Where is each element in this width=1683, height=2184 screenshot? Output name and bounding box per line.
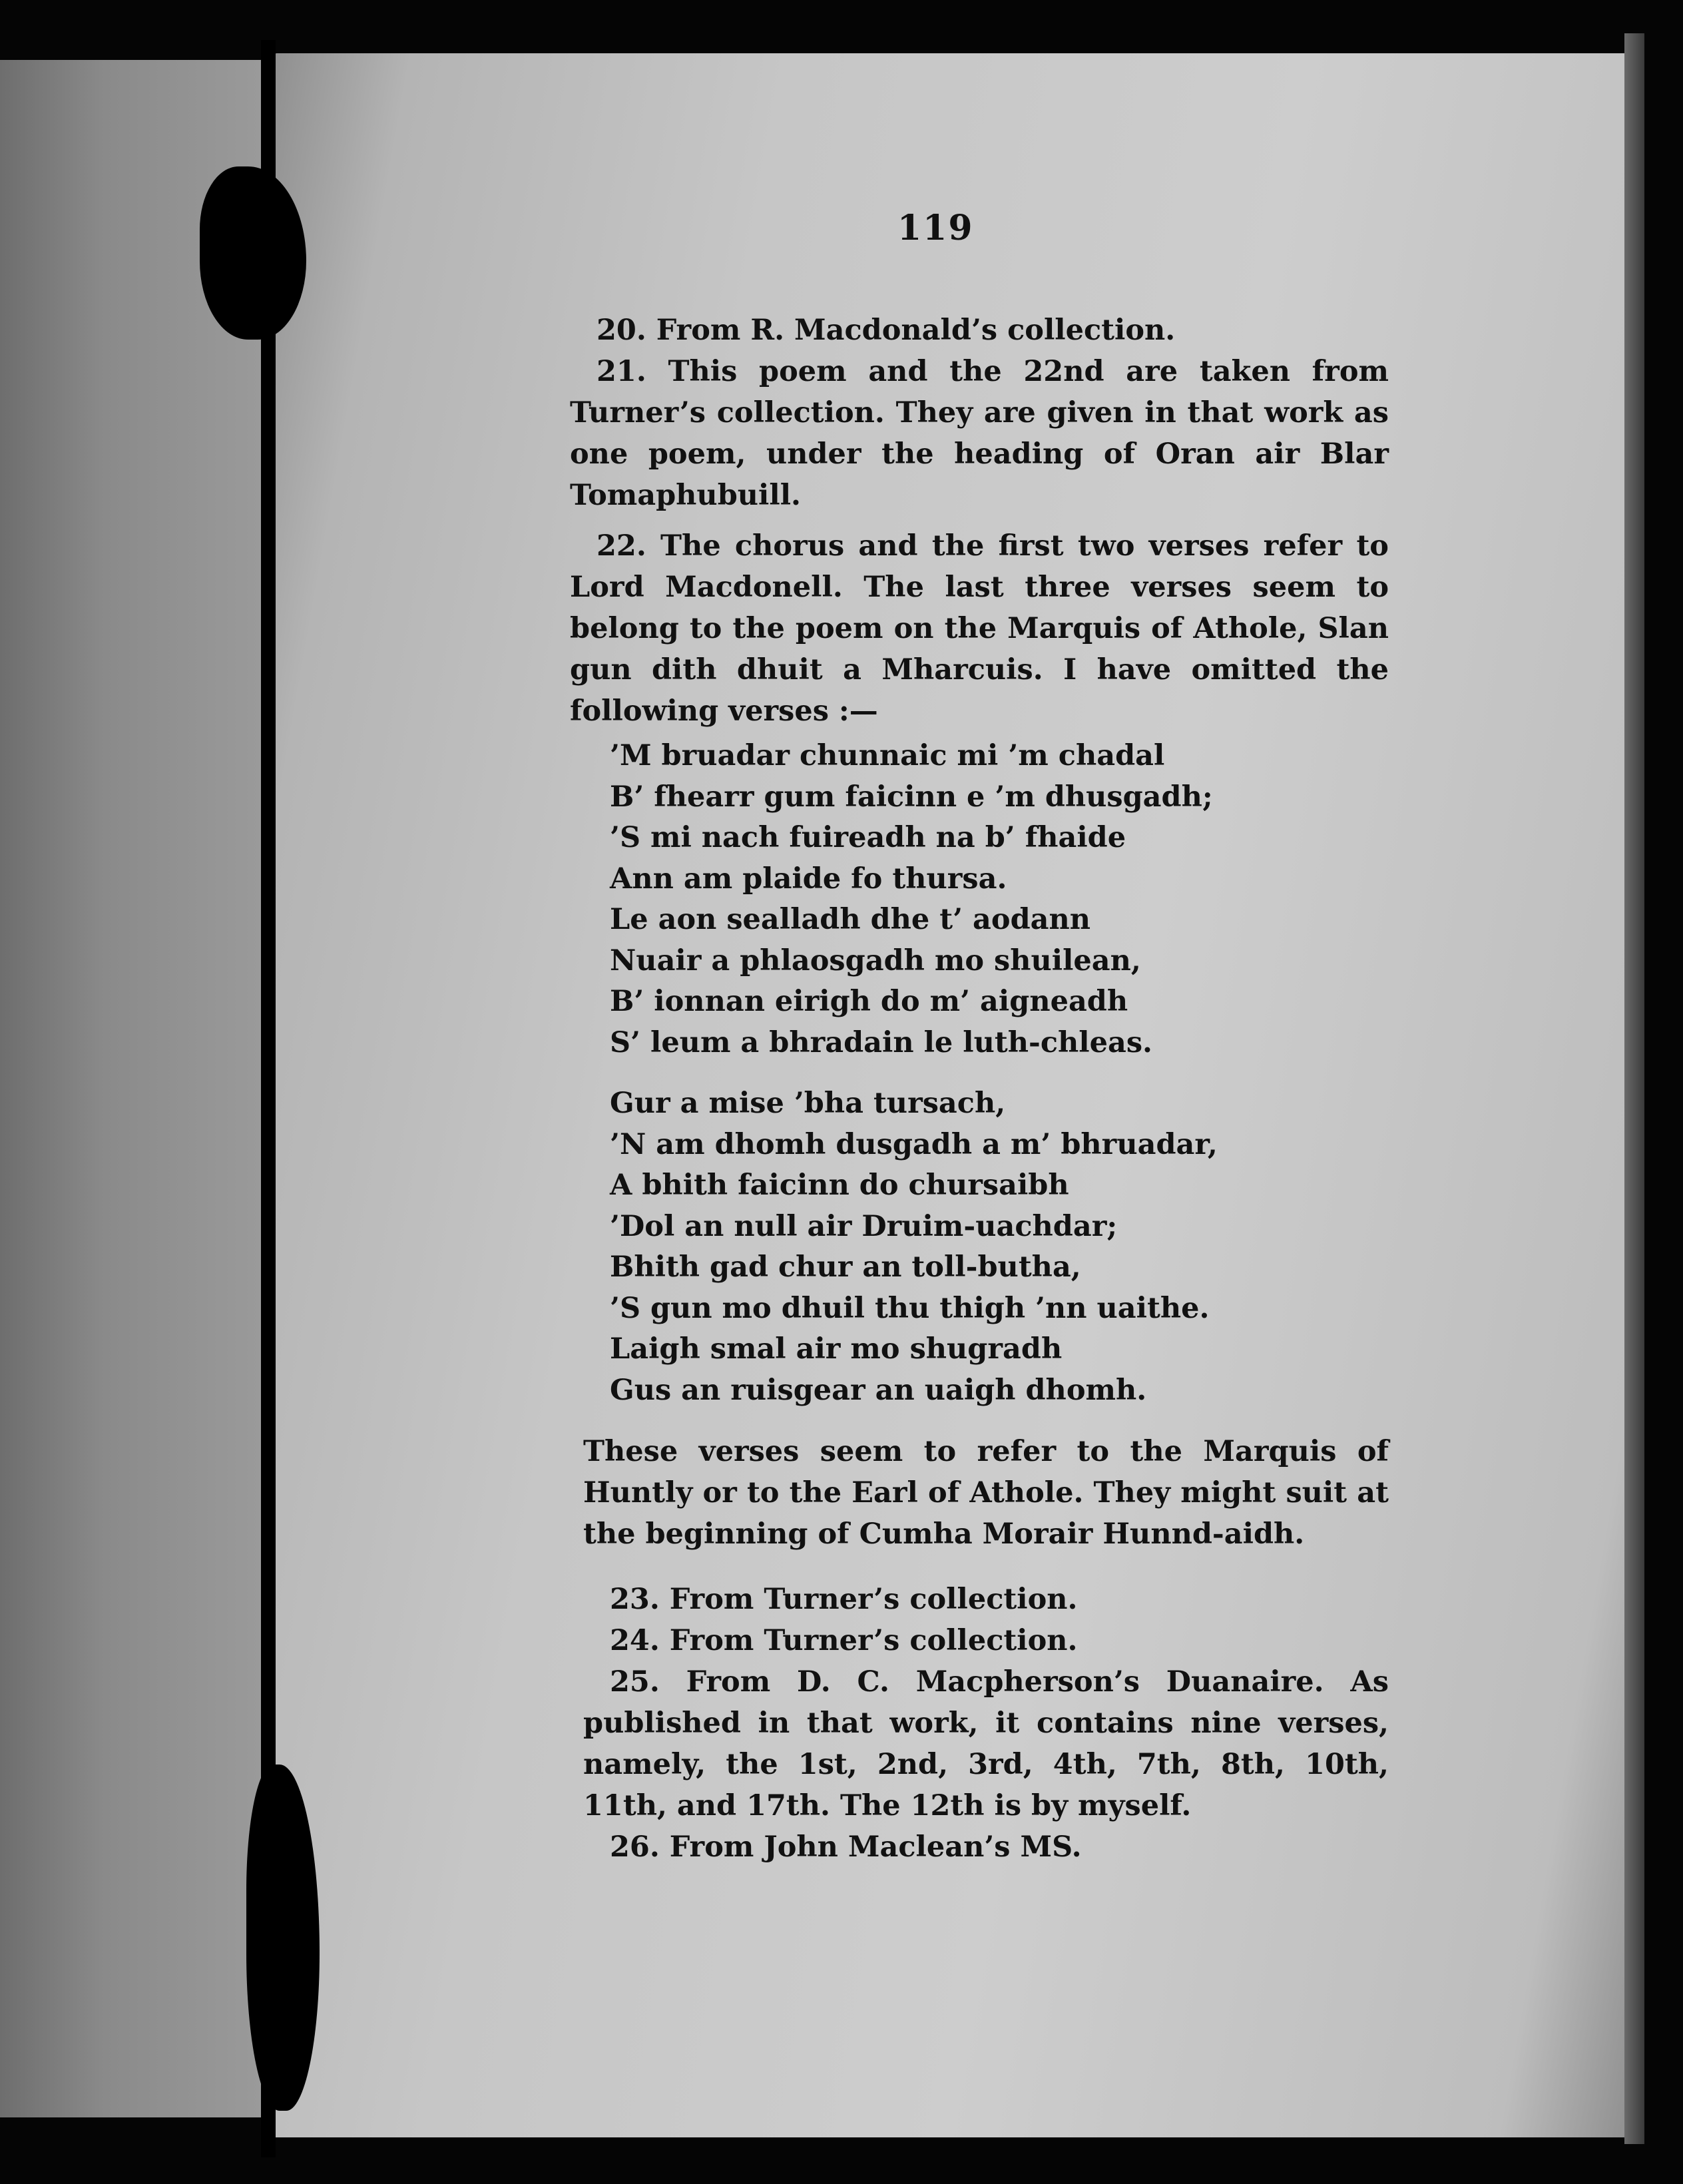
verse-stanza-2 bbox=[610, 1083, 1389, 1411]
verse-line: A bhith faicinn do chursaibh bbox=[610, 1169, 1069, 1202]
verse-line: ’S gun mo dhuil thu thigh ’nn uaithe. bbox=[610, 1291, 1210, 1325]
verse-line: B’ ionnan eirigh do m’ aigneadh bbox=[610, 985, 1128, 1018]
verse-line: ’M bruadar chunnaic mi ’m chadal bbox=[610, 739, 1165, 772]
verse-line: Gur a mise ’bha tursach, bbox=[610, 1087, 1006, 1120]
verse-line: ’Dol an null air Druim-uachdar; bbox=[610, 1209, 1118, 1243]
verse-line: Ann am plaide fo thursa. bbox=[610, 862, 1007, 896]
note-23: 23. From Turner’s collection. bbox=[610, 1583, 1078, 1616]
note-22: 22. The chorus and the first two verses refer to Lord Macdonell. The last three verses seem to belong to the poem on the Marquis of Athole, Slan gun dith dhuit a Mharcuis. I have omitted the following verses :— bbox=[570, 529, 1389, 728]
verse-line: ’S mi nach fuireadh na b’ fhaide bbox=[610, 821, 1126, 854]
verse-line: Nuair a phlaosgadh mo shuilean, bbox=[610, 944, 1141, 977]
verse-line: Gus an ruisgear an uaigh dhomh. bbox=[610, 1373, 1147, 1407]
verse-line: B’ fhearr gum faicinn e ’m dhusgadh; bbox=[610, 780, 1213, 814]
note-26: 26. From John Maclean’s MS. bbox=[610, 1830, 1082, 1864]
note-21: 21. This poem and the 22nd are taken from Turner’s collection. They are given in that work as one poem, under the heading of Oran air Blar Tomaphubuill. bbox=[570, 355, 1389, 512]
verse-line: S’ leum a bhradain le luth-chleas. bbox=[610, 1025, 1153, 1059]
notes-top bbox=[570, 310, 1389, 1868]
verse-line: ’N am dhomh dusgadh a m’ bhruadar, bbox=[610, 1127, 1218, 1161]
note-24: 24. From Turner’s collection. bbox=[610, 1624, 1078, 1657]
page-number: 119 bbox=[897, 208, 974, 248]
note-25: 25. From D. C. Macpherson’s Duanaire. As published in that work, it contains nine verses, namely, the 1st, 2nd, 3rd, 4th, 7th, 8th, 10th, 11th, and 17th. The 12th is by myself. bbox=[583, 1665, 1389, 1822]
page-edge bbox=[1624, 33, 1644, 2144]
verse-stanza-1 bbox=[610, 736, 1389, 1063]
later-notes bbox=[583, 1579, 1389, 1868]
verse-line: Laigh smal air mo shugradh bbox=[610, 1332, 1063, 1366]
verse-line: Bhith gad chur an toll-butha, bbox=[610, 1250, 1081, 1284]
left-page bbox=[0, 60, 261, 2117]
after-verses-paragraph: These verses seem to refer to the Marquis of Huntly or to the Earl of Athole. They might suit at the beginning of Cumha Morair Hunnd-aidh. bbox=[583, 1435, 1389, 1551]
note-20: 20. From R. Macdonald’s collection. bbox=[597, 314, 1176, 347]
verse-line: Le aon sealladh dhe t’ aodann bbox=[610, 903, 1091, 936]
